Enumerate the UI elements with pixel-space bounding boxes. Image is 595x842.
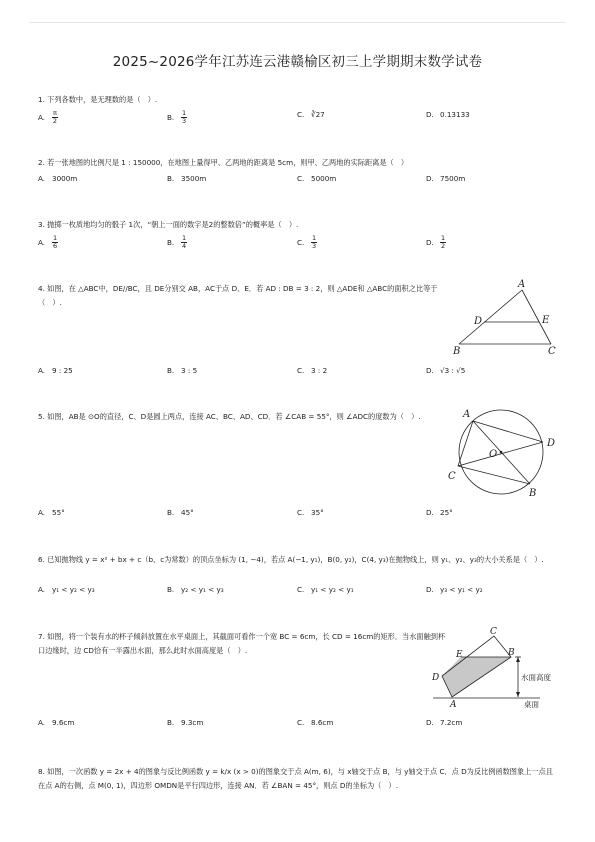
- option-b[interactable]: B. 9.3cm: [167, 718, 204, 727]
- option-b[interactable]: B. $\frac{1}{4}$: [167, 234, 187, 250]
- option-d[interactable]: D. 7500m: [426, 174, 466, 183]
- option-d[interactable]: D. 25°: [426, 508, 453, 517]
- label-c: C: [548, 346, 556, 357]
- question-7-stem: 7. 如图，将一个装有水的杯子倾斜放置在水平桌面上，其截面可看作一个宽 BC = 6cm，长 CD = 16cm的矩形．当水面触到杯口边缘时，边 CD恰有一半露出水面，那么此时水面高度是（ ）.: [38, 632, 446, 655]
- header-rule: [30, 22, 565, 23]
- label-a: A: [518, 279, 526, 290]
- option-c[interactable]: C. 35°: [297, 508, 324, 517]
- side-ab: [459, 290, 522, 344]
- option-a[interactable]: A. $\frac{\pi}{2}$: [38, 109, 58, 125]
- segment-bc: [458, 466, 530, 484]
- option-d[interactable]: D. 7.2cm: [426, 718, 463, 727]
- question-4-options: [38, 366, 558, 380]
- option-a[interactable]: A. 9.6cm: [38, 718, 75, 727]
- label-c: C: [448, 471, 456, 482]
- question-2-options: [38, 174, 558, 188]
- segment-cd: [458, 442, 543, 466]
- question-7-options: [38, 718, 558, 732]
- water-height-label: 水面高度: [521, 673, 551, 682]
- label-d: D: [547, 438, 556, 449]
- option-c[interactable]: C. $\frac{1}{3}$: [297, 234, 317, 250]
- label-e: E: [542, 315, 550, 326]
- question-5-options: [38, 508, 558, 522]
- option-b[interactable]: B. 3 : 5: [167, 366, 198, 375]
- water-region: [442, 657, 511, 697]
- page-title: 2025~2026学年江苏连云港赣榆区初三上学期期末数学试卷: [112, 54, 483, 70]
- triangle-figure: [448, 276, 560, 358]
- label-a: A: [450, 700, 457, 710]
- question-1-stem: 1. 下列各数中，是无理数的是（ ）.: [38, 95, 158, 104]
- arrow-up: [516, 657, 520, 662]
- option-d[interactable]: D. √3 : √5: [426, 366, 466, 375]
- label-b: B: [508, 648, 515, 658]
- option-d[interactable]: D. $\frac{1}{2}$: [426, 234, 446, 250]
- option-c[interactable]: C. 8.6cm: [297, 718, 334, 727]
- label-o: O: [489, 449, 498, 460]
- label-b: B: [453, 346, 461, 357]
- option-c[interactable]: C. y₁ < y₂ < y₁: [297, 585, 354, 594]
- option-b[interactable]: B. $\frac{1}{3}$: [167, 109, 187, 125]
- center-point: [500, 451, 503, 454]
- label-d: D: [432, 673, 440, 683]
- option-b[interactable]: B. 3500m: [167, 174, 207, 183]
- option-c[interactable]: C. 3 : 2: [297, 366, 328, 375]
- tilted-cup-figure: [428, 624, 558, 710]
- label-e: E: [456, 650, 463, 660]
- question-8-stem: 8. 如图，一次函数 y = 2x + 4的图象与反比例函数 y = k/x (x > 0)的图象交于点 A(m, 6)，与 x轴交于点 B，与 y轴交于点 C．点 D为反比例函数图象上一点且在点 A的右侧，点 M(0, 1)，四边形 OMDN是平行四边形，连接 AN．若 ∠BAN = 45°，则点 D的坐标为（ ）.: [38, 767, 553, 790]
- label-a: A: [463, 409, 471, 420]
- question-3-stem: 3. 抛掷一枚质地均匀的骰子 1次，“朝上一面的数字是2的整数倍”的概率是（ ）.: [38, 220, 299, 229]
- label-d: D: [474, 316, 483, 327]
- option-d[interactable]: D. y₃ < y₁ < y₂: [426, 585, 483, 594]
- question-2-stem: 2. 若一张地图的比例尺是 1 : 150000，在地图上量得甲、乙两地的距离是 5cm，则甲、乙两地的实际距离是（ ）: [38, 158, 409, 167]
- question-4-stem: 4. 如图，在 △ABC中，DE//BC，且 DE分别交 AB，AC于点 D、E．若 AD : DB = 3 : 2，则 △ADE和 △ABC的面积之比等于（ ）.: [38, 284, 438, 307]
- option-a[interactable]: A. 55°: [38, 508, 65, 517]
- label-b: B: [529, 488, 537, 499]
- option-a[interactable]: A. y₁ < y₂ < y₃: [38, 585, 95, 594]
- question-6-stem: 6. 已知抛物线 y = x² + bx + c（b、c为常数）的顶点坐标为 (1, −4)，若点 A(−1, y₁)，B(0, y₂)，C(4, y₃)在抛物线上，则 y₁、y₂、y₃的大小关系是（ ）.: [38, 555, 544, 564]
- arrow-down: [516, 692, 520, 697]
- question-1-options: [38, 110, 558, 124]
- label-c: C: [490, 627, 497, 637]
- option-a[interactable]: A. 9 : 25: [38, 366, 73, 375]
- option-b[interactable]: B. y₂ < y₁ < y₃: [167, 585, 224, 594]
- option-b[interactable]: B. 45°: [167, 508, 194, 517]
- question-3-options: [38, 235, 558, 249]
- option-a[interactable]: A. $\frac{1}{6}$: [38, 234, 58, 250]
- question-5-stem: 5. 如图，AB是 ⊙O的直径，C、D是圆上两点，连接 AC、BC、AD、CD．若 ∠CAB = 55°，则 ∠ADC的度数为（ ）.: [38, 412, 421, 421]
- option-c[interactable]: C. ∛27: [297, 110, 325, 119]
- question-6-options: [38, 585, 558, 599]
- option-d[interactable]: D. 0.13133: [426, 110, 470, 119]
- option-a[interactable]: A. 3000m: [38, 174, 78, 183]
- circle-figure: [446, 404, 562, 500]
- option-c[interactable]: C. 5000m: [297, 174, 337, 183]
- table-label: 桌面: [524, 700, 539, 709]
